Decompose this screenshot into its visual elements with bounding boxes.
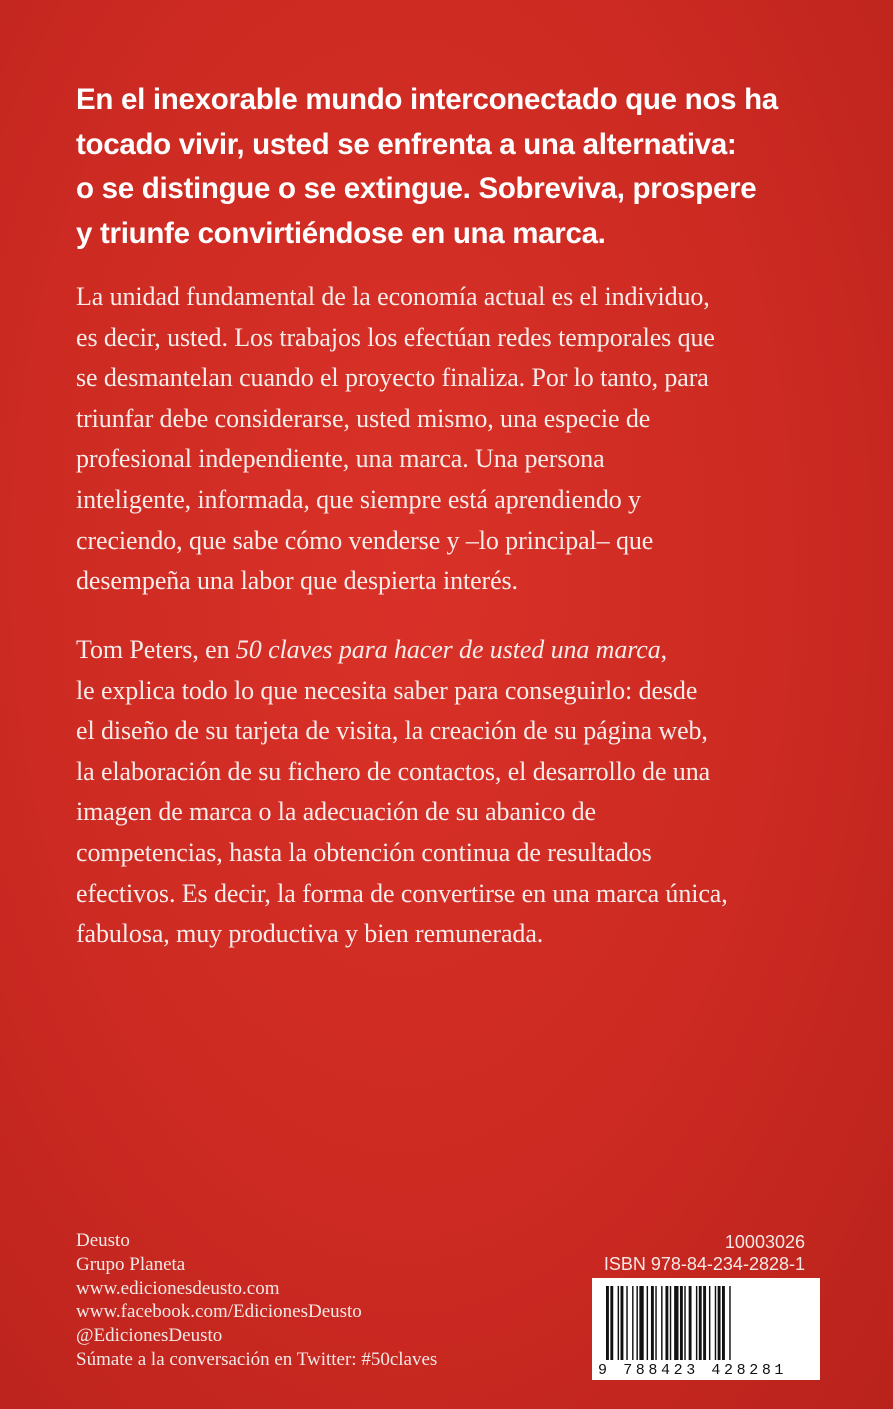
paragraph-line: fabulosa, muy productiva y bien remunerada.: [76, 919, 544, 949]
paragraph-line: triunfar debe considerarse, usted mismo, una especie de: [76, 403, 651, 433]
paragraph-line: [76, 630, 836, 671]
description-paragraph-1: [76, 277, 836, 602]
product-code: 10003026: [724, 1232, 805, 1252]
paragraph-line: competencias, hasta la obtención continua de resultados: [76, 837, 652, 867]
publisher-facebook: www.facebook.com/EdicionesDeusto: [76, 1301, 362, 1323]
barcode-bar: [621, 1286, 624, 1360]
line-prefix: Tom Peters, en: [76, 635, 236, 664]
description-paragraph-2: [76, 630, 836, 955]
barcode-bar: [610, 1286, 613, 1360]
barcode-bar: [632, 1286, 633, 1360]
barcode-bar: [722, 1286, 725, 1360]
barcode-bar: [699, 1286, 702, 1360]
paragraph-line: imagen de marca o la adecuación de su abanico de: [76, 797, 596, 827]
barcode-bar: [647, 1286, 648, 1360]
paragraph-line: es decir, usted. Los trabajos los efectúan redes temporales que: [76, 322, 715, 352]
barcode-bar: [665, 1286, 668, 1360]
barcode-bar: [606, 1286, 609, 1360]
publisher-twitter-handle: @EdicionesDeusto: [76, 1325, 223, 1347]
isbn-label: ISBN 978-84-234-2828-1: [603, 1254, 805, 1274]
publisher-name: Deusto: [76, 1230, 130, 1251]
barcode-bar: [655, 1286, 656, 1360]
barcode-bar: [715, 1286, 716, 1360]
barcode-bar: [680, 1286, 683, 1360]
barcode-bar: [718, 1286, 721, 1360]
paragraph-line: el diseño de su tarjeta de visita, la creación de su página web,: [76, 716, 708, 746]
barcode-bar: [684, 1286, 685, 1360]
barcode-bar: [636, 1286, 637, 1360]
paragraph-line: efectivos. Es decir, la forma de convertirse en una marca única,: [76, 878, 728, 908]
barcode: [592, 1278, 820, 1380]
paragraph-line: la elaboración de su fichero de contactos, el desarrollo de una: [76, 756, 711, 786]
blurb-line: o se distingue o se extingue. Sobreviva, prospere: [76, 172, 757, 205]
publisher-group: Grupo Planeta: [76, 1253, 186, 1275]
paragraph-line: La unidad fundamental de la economía actual es el individuo,: [76, 282, 710, 311]
paragraph-line: profesional independiente, una marca. Una persona: [76, 444, 605, 474]
paragraph-line: se desmantelan cuando el proyecto finaliza. Por lo tanto, para: [76, 363, 709, 393]
paragraph-line: desempeña una labor que despierta interés.: [76, 566, 518, 596]
publisher-info: [76, 1229, 556, 1372]
paragraph-line: creciendo, que sabe cómo venderse y –lo principal– que: [76, 525, 654, 555]
barcode-bar: [729, 1286, 730, 1360]
barcode-bar: [703, 1286, 706, 1360]
barcode-bars-icon: [592, 1278, 820, 1364]
barcode-bar: [696, 1286, 697, 1360]
barcode-bar: [670, 1286, 671, 1360]
barcode-bar: [661, 1286, 662, 1360]
barcode-bar: [709, 1286, 710, 1360]
blurb-line: En el inexorable mundo interconectado que nos ha: [76, 83, 778, 116]
barcode-digits: 9 788423 428281: [598, 1362, 788, 1379]
blurb-line: y triunfe convirtiéndose en una marca.: [76, 216, 606, 250]
paragraph-line: le explica todo lo que necesita saber para conseguirlo: desde: [76, 675, 698, 705]
barcode-bar: [651, 1286, 654, 1360]
barcode-bar: [674, 1286, 678, 1360]
barcode-bar: [626, 1286, 627, 1360]
book-title: 50 claves para hacer de usted una marca: [235, 635, 661, 664]
blurb-line: tocado vivir, usted se enfrenta a una alternativa:: [76, 127, 737, 161]
publisher-twitter-cta: Súmate a la conversación en Twitter: #50claves: [76, 1348, 438, 1370]
barcode-bar: [689, 1286, 692, 1360]
paragraph-line: inteligente, informada, que siempre está aprendiendo y: [76, 484, 641, 514]
barcode-bar: [618, 1286, 619, 1360]
publisher-website: www.edicionesdeusto.com: [76, 1277, 280, 1299]
headline-blurb: [76, 78, 836, 256]
barcode-bar: [639, 1286, 643, 1360]
line-suffix: ,: [660, 635, 668, 664]
